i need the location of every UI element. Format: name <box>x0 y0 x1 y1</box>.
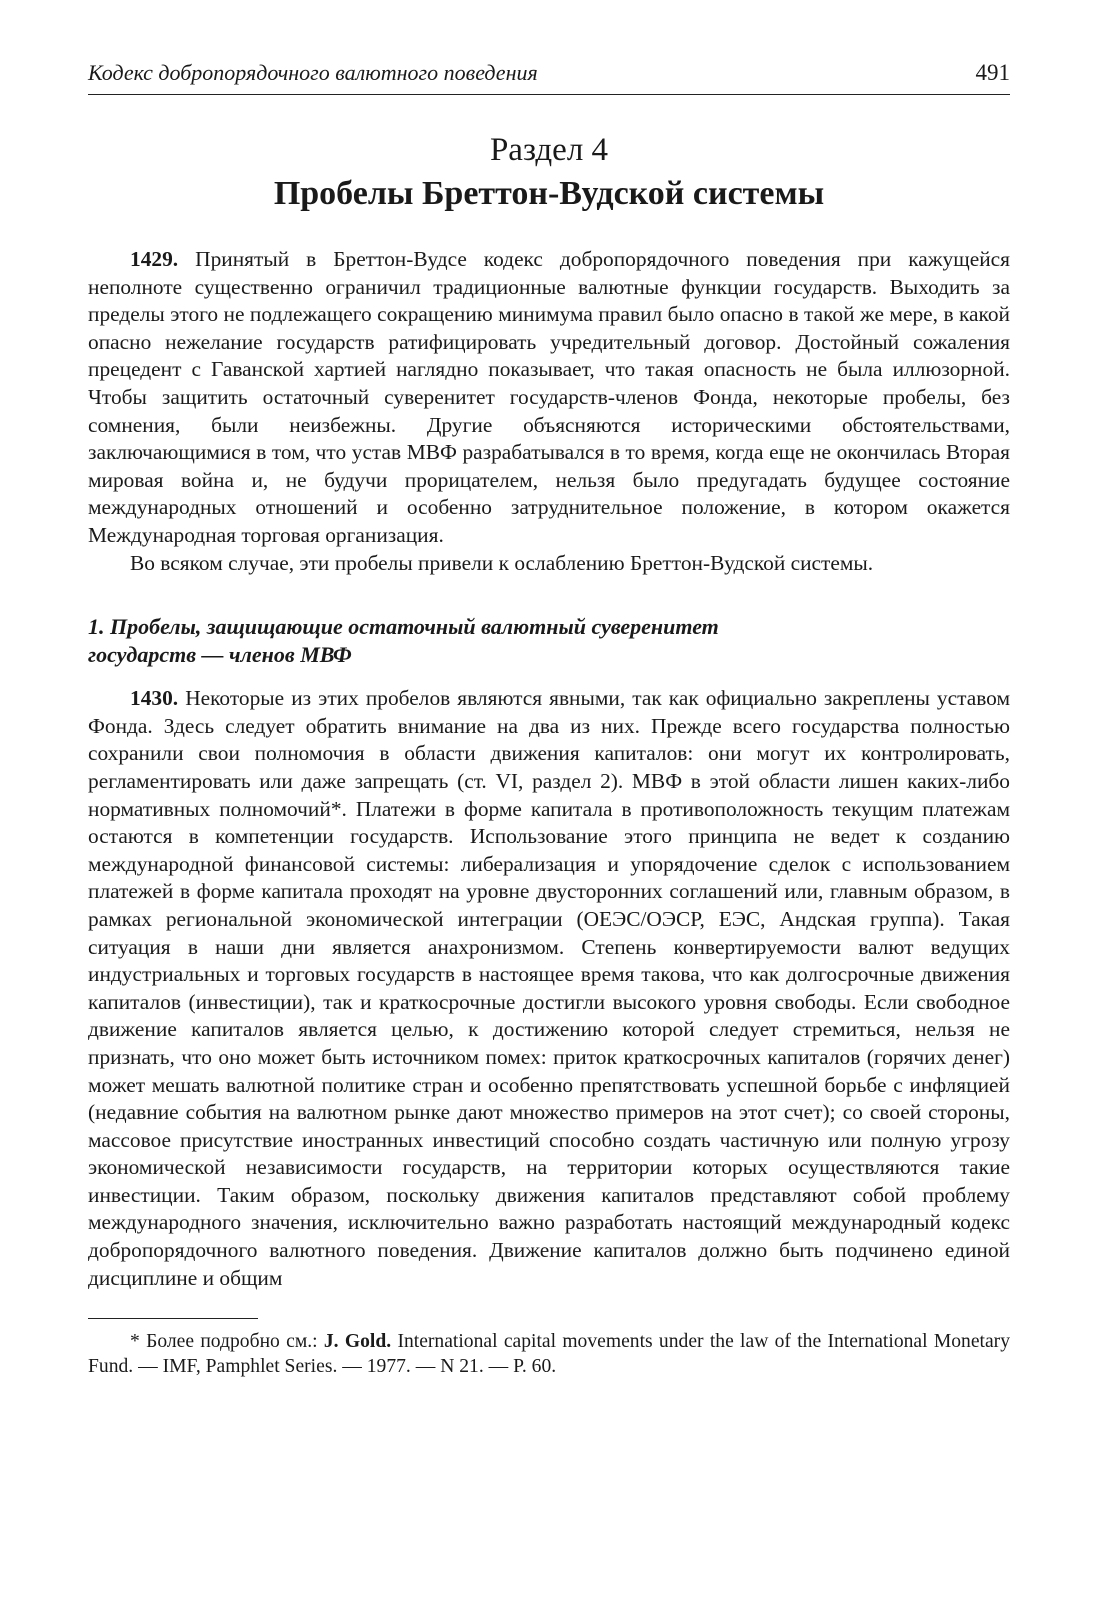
paragraph-number: 1430. <box>130 686 179 711</box>
subsection-heading <box>88 613 1010 669</box>
paragraph-number: 1429. <box>130 247 179 272</box>
paragraph-text: Во всяком случае, эти пробелы привели к ослаблению Бреттон-Вудской системы. <box>130 550 874 575</box>
footnote <box>88 1329 1010 1379</box>
body-text <box>88 246 1010 1292</box>
running-header <box>88 60 1010 95</box>
paragraph-1430 <box>88 685 1010 1292</box>
section-heading <box>88 129 1010 216</box>
footnote-lead: * Более подробно см.: <box>130 1331 318 1353</box>
paragraph-text: Принятый в Бреттон-Вудсе кодекс добропорядочного поведения при кажущейся неполноте существенно ограничил традиционные валютные функции государств. Выходить за пределы этого не подлежащего сокращению минимума правил было опасно в такой же мере, в какой опасно нежелание государств ратифицировать учредительный договор. Достойный сожаления прецедент с Гаванской хартией наглядно показывает, что такая опасность не была иллюзорной. Чтобы защитить остаточный суверенитет государств-членов Фонда, некоторые пробелы, без сомнения, были неизбежны. Другие объясняются историческими обстоятельствами, заключающимися в том, что устав МВФ разрабатывался в то время, когда еще не окончилась Вторая мировая война и, не будучи прорицателем, нельзя было предугадать будущее состояние международных отношений и особенно затруднительное положение, в котором окажется Международная торговая организация. <box>88 247 1011 548</box>
paragraph-continuation <box>88 550 1010 578</box>
page-number: 491 <box>975 60 1010 85</box>
section-label: Раздел 4 <box>489 132 609 168</box>
paragraph-text: Некоторые из этих пробелов являются явными, так как официально закреплены уставом Фонда. Здесь следует обратить внимание на два из них. Прежде всего государства полностью сохранили свои полномочия в области движения капиталов: они могут их контролировать, регламентировать или даже запрещать (ст. VI, раздел 2). МВФ в этой области лишен каких-либо нормативных полномочий*. Платежи в форме капитала в противоположность текущим платежам остаются в компетенции государств. Использование этого принципа не ведет к созданию международной финансовой системы: либерализация и упорядочение сделок с использованием платежей в форме капитала проходят на уровне двусторонних соглашений или, главным образом, в рамках региональной экономической интеграции (ОЕЭС/ОЭСР, ЕЭС, Андская группа). Такая ситуация в наши дни является анахронизмом. Степень конвертируемости валют ведущих индустриальных и торговых государств в настоящее время такова, что как долгосрочные движения капиталов (инвестиции), так и краткосрочные достигли высокого уровня свободы. Если свободное движение капиталов является целью, к достижению которой следует стремиться, нельзя не признать, что оно может быть источником помех: приток краткосрочных капиталов (горячих денег) может мешать валютной политике стран и особенно препятствовать успешной борьбе с инфляцией (недавние события на валютном рынке дают множество примеров на этот счет); со своей стороны, массовое присутствие иностранных инвестиций способно создать частичную или полную угрозу экономической независимости государств, на территории которых осуществляются такие инвестиции. Таким образом, поскольку движения капиталов представляют собой проблему международного значения, исключительно важно разработать настоящий международный кодекс добропорядочного валютного поведения. Движение капиталов должно быть подчинено единой дисциплине и общим <box>88 686 1010 1290</box>
paragraph-1429 <box>88 246 1010 550</box>
subsection-heading-line-1: 1. Пробелы, защищающие остаточный валютный суверенитет <box>88 614 719 640</box>
section-title: Пробелы Бреттон-Вудской системы <box>273 174 825 212</box>
footnote-divider <box>88 1318 258 1319</box>
book-page <box>88 60 1010 1379</box>
footnote-author: J. Gold. <box>323 1331 392 1353</box>
subsection-heading-line-2: государств — членов МВФ <box>88 642 352 668</box>
footnote-citation: International capital movements under the law of the International Monetary Fund. — IMF, Pamphlet Series. — 1977. — N 21. — P. 60. <box>88 1331 1011 1378</box>
running-title: Кодекс добропорядочного валютного поведения <box>88 60 538 85</box>
